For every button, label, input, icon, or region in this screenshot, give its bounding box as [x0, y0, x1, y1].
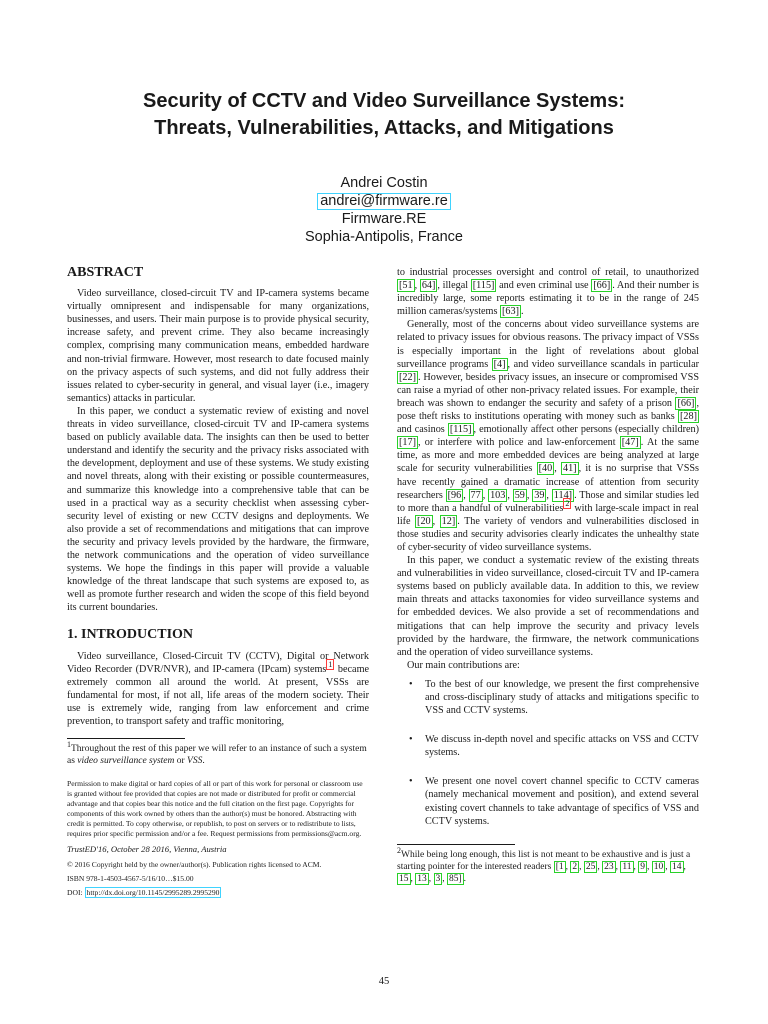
- right-column: [397, 266, 699, 885]
- citation[interactable]: 3: [435, 873, 441, 884]
- footnote-2: $^2$While being long enough, this list is not meant to be exhaustive and is just a starting pointer for the interested readers [1 , 2 , 25 , 23 , 11 , 9 , 10 , 14 , 15 , 13 , 3 , 85] .: [397, 845, 691, 884]
- contributions-list: [397, 678, 699, 828]
- citation[interactable]: 114]: [553, 489, 573, 501]
- citation[interactable]: [66]: [677, 397, 695, 409]
- right-paragraph-4: Our main contributions are:: [407, 659, 520, 671]
- citation[interactable]: 23: [604, 861, 614, 872]
- bullet-icon: •: [409, 678, 413, 690]
- abstract-paragraph-2: In this paper, we conduct a systematic review of existing and novel threats in video surveillance, closed-circuit TV and IP-camera systems based on publicly available data. The insights can then be used to better understand and identify the security and the privacy risks associated with the development, deployment and use of these systems. We study existing and novel threats, along with their existing or possible countermeasures, and summarize this knowledge into a comprehensive table that can be used in a practical way as a security checklist when assessing cyber-security level of existing or new CCTV designs and deployments. We also provide a set of recommendations and mitigations that can improve the security and privacy levels provided by the hardware, the firmware, the network communications and the operation of video surveillance systems. We hope the findings in this paper will provide a valuable knowledge of the threat landscape that such systems are exposed to, as well as promote further research and widen the scope of this field beyond its current boundaries.: [67, 405, 369, 614]
- bullet-icon: •: [409, 776, 413, 788]
- citation[interactable]: 25: [585, 861, 596, 872]
- footnote-2-link[interactable]: 2: [565, 499, 570, 509]
- citation[interactable]: [115]: [449, 424, 472, 436]
- citation[interactable]: 41]: [562, 463, 577, 475]
- footnote-1-link[interactable]: 1: [328, 660, 333, 670]
- citation[interactable]: [63]: [502, 306, 519, 318]
- citation[interactable]: [115]: [472, 280, 495, 292]
- footnote-divider: [397, 844, 515, 845]
- introduction-heading: 1. INTRODUCTION: [67, 627, 194, 643]
- citation[interactable]: [20: [417, 515, 431, 527]
- list-item: • We discuss in-depth novel and specific attacks on VSS and CCTV systems.: [409, 734, 699, 759]
- isbn: ISBN 978-1-4503-4567-5/16/10…$15.00: [67, 874, 194, 884]
- title-line-2: Threats, Vulnerabilities, Attacks, and Mitigations: [154, 117, 614, 139]
- introduction-paragraph: Video surveillance, Closed-Circuit TV (CCTV), Digital or Network Video Recorder (DVR/NVR), and IP-camera (IPcam) systems $^1$ became extremely common all around the world. At present, VSSs are fundamental for most, if not all, life areas of the modern society. Their use is extremely wide, ranging from law enforcement and crime prevention, to transport safety and traffic monitoring,: [67, 650, 370, 727]
- bullet-icon: •: [409, 734, 413, 746]
- citation[interactable]: [28]: [680, 411, 697, 423]
- right-paragraph-1: to industrial processes oversight and control of retail, to unauthorized [51 , 64] , illegal [115] and even criminal use [66] . And their number is incredibly large, some reports estimating it to be in the range of 245 million cameras/systems [63] .: [397, 267, 700, 318]
- citation[interactable]: [51: [399, 280, 413, 292]
- citation[interactable]: 85]: [449, 873, 462, 884]
- citation[interactable]: 59: [514, 489, 525, 501]
- copyright-notice: © 2016 Copyright held by the owner/author(s). Publication rights licensed to ACM.: [67, 860, 322, 870]
- list-item: • To the best of our knowledge, we present the first comprehensive and cross-disciplinary study of attacks and mitigations specific to VSS and CCTV systems.: [409, 678, 699, 717]
- citation[interactable]: 13: [417, 873, 427, 884]
- citation[interactable]: 11: [622, 861, 632, 872]
- right-paragraph-2: Generally, most of the concerns about video surveillance systems are related to privacy issues for obvious reasons. The privacy impact of VSSs is especially important in the light of revelations about global surveillance programs [4] , and video surveillance scandals in particular [22] . However, besides privacy issues, an insecure or compromised VSS can raise a myriad of other non-privacy related issues. For example, their breach was shown to endanger the security and safety of a prison [66] , pose theft risks to institutions operating with money such as banks [28] and casinos [115] , emotionally affect other persons (especially children) [17] , or interfere with police and law-enforcement [47] . At the same time, as more and more embedded devices are being analyzed at large scale for security vulnerabilities [40 , 41] , it is no surprise that VSSs have recently gained a dramatic increase of attention from security researchers [96 , 77 , 103 , 59 , 39 , 114] . Those and similar studies led to more than a handful of vulnerabilities $^2$ with large-scale impact in real life [20 , 12] . The variety of vendors and vulnerabilities disclosed in those studies and security advisories clearly indicates the unhealthy state of cyber-security of video surveillance systems.: [397, 319, 700, 553]
- citation[interactable]: [47]: [621, 437, 639, 449]
- author-email-link[interactable]: andrei@firmware.re: [317, 193, 451, 210]
- citation[interactable]: [17]: [399, 437, 416, 449]
- author-name: Andrei Costin: [340, 175, 428, 191]
- citation[interactable]: 39: [534, 489, 545, 501]
- citation[interactable]: [40: [538, 463, 553, 475]
- citation[interactable]: 9: [640, 861, 646, 872]
- title-line-1: Security of CCTV and Video Surveillance Systems:: [142, 90, 625, 112]
- page-number: 45: [378, 976, 390, 987]
- citation[interactable]: 10: [653, 861, 664, 872]
- abstract-paragraph-1: Video surveillance, closed-circuit TV and IP-camera systems became virtually omnipresent and indispensable for many organizations, businesses, and users. Their main purpose is to provide physical security, increase safety, and prevent crime. They also became increasingly complex, comprising many communication means, embedded hardware and non-trivial firmware. However, most research to date focused mainly on the privacy aspects of such systems, and did not fully address their issues related to cyber-security in general, and visual layer (i.e., imagery semantics) attacks in particular.: [67, 288, 369, 404]
- doi-link[interactable]: http://dx.doi.org/10.1145/2995289.2995290: [86, 888, 220, 898]
- citation[interactable]: 77: [470, 489, 481, 501]
- author-affiliation: Firmware.RE: [341, 211, 427, 227]
- citation[interactable]: [1: [555, 861, 564, 872]
- citation[interactable]: 2: [572, 861, 578, 872]
- left-column: [67, 266, 369, 898]
- conference-info: TrustED'16, October 28 2016, Vienna, Austria: [67, 844, 227, 855]
- footnote-1: $^1$Throughout the rest of this paper we will refer to an instance of such a system as video surveillance system or VSS.: [67, 739, 367, 767]
- citation[interactable]: 14: [672, 861, 682, 872]
- citation[interactable]: [96: [447, 489, 462, 501]
- permission-notice: Permission to make digital or hard copies of all or part of this work for personal or classroom use is granted without fee provided that copies are not made or distributed for profit or commercial advantage and that copies bear this notice and the full citation on the first page. Copyrights for components of this work owned by others than the author(s) must be honored. Abstracting with credit is permitted. To copy otherwise, or republish, to post on servers or to redistribute to lists, requires prior specific permission and/or a fee. Request permissions from permissions@acm.org.: [67, 779, 363, 839]
- citation[interactable]: 12]: [441, 515, 456, 527]
- footnote-divider: [67, 738, 185, 739]
- citation[interactable]: 15: [399, 873, 409, 884]
- citation[interactable]: [4]: [493, 358, 506, 370]
- doi: DOI: http://dx.doi.org/10.1145/2995289.2995290: [67, 888, 220, 898]
- abstract-heading: ABSTRACT: [67, 265, 144, 280]
- citation[interactable]: [22]: [399, 371, 416, 383]
- author-block: [184, 174, 584, 246]
- author-location: Sophia-Antipolis, France: [305, 229, 463, 245]
- citation[interactable]: [66]: [593, 280, 611, 292]
- paper-title: [60, 88, 708, 142]
- list-item: • We present one novel covert channel specific to CCTV cameras (namely mechanical movement and position), and extend several existing covert channels to take advantage of specifics of VSS and CCTV systems.: [409, 776, 699, 827]
- citation[interactable]: 64]: [421, 280, 436, 292]
- citation[interactable]: 103: [490, 489, 506, 501]
- right-paragraph-3: In this paper, we conduct a systematic review of the existing threats and vulnerabilities in video surveillance, closed-circuit TV and IP-camera systems based on publicly available data. In addition to this, we review main threats and attacks taxonomies for video surveillance systems and for embedded devices. We also provide a set of recommendations and mitigations that can help improve the security and privacy levels provided by the hardware, the firmware, the network communications and the operation of video surveillance systems.: [397, 555, 699, 658]
